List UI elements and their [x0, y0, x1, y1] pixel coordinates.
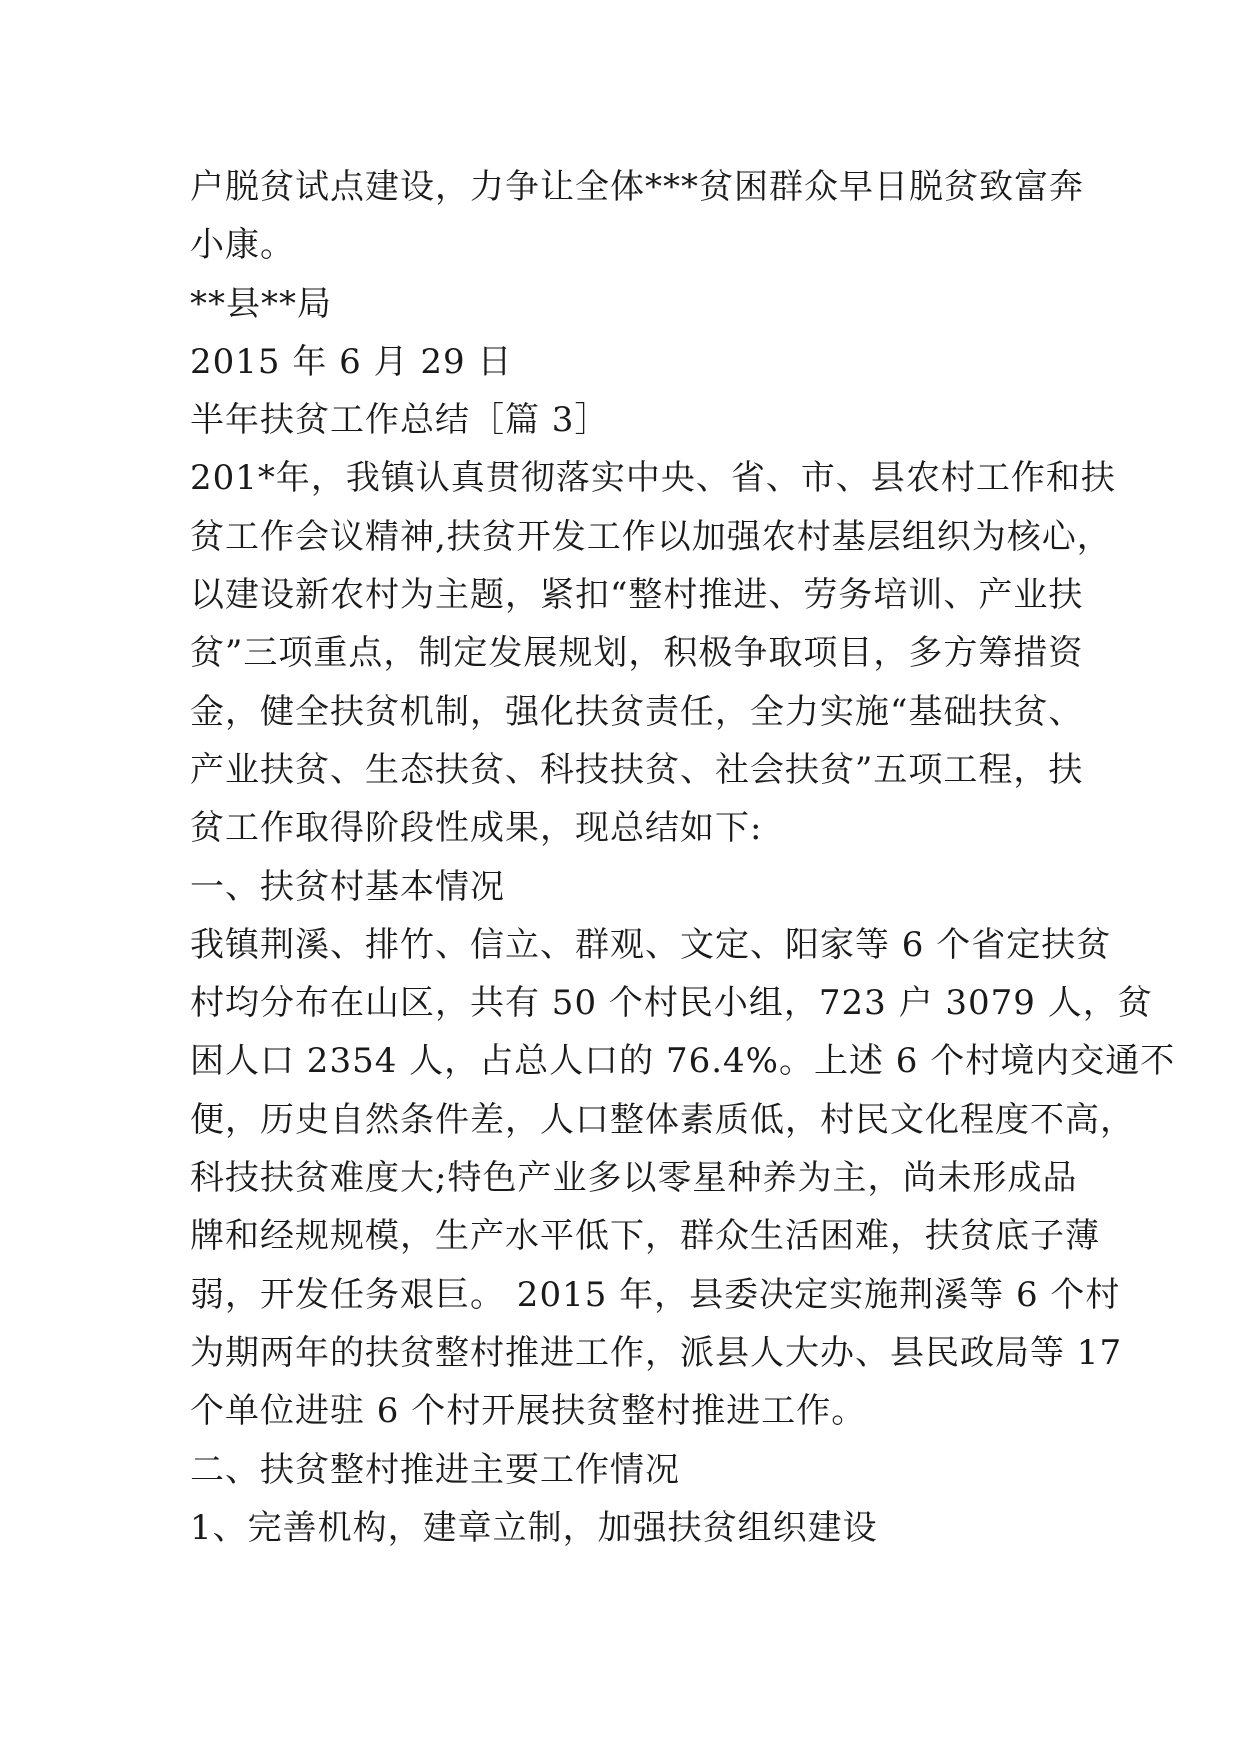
text-line: 贫工作会议精神,扶贫开发工作以加强农村基层组织为核心， [190, 516, 1112, 557]
text-line: 小康。 [190, 225, 295, 266]
text-line: 个单位进驻 6 个村开展扶贫整村推进工作。 [190, 1391, 867, 1432]
text-line: 金，健全扶贫机制，强化扶贫责任，全力实施“基础扶贫、 [190, 691, 1084, 732]
subheading-organization: 1、完善机构，建章立制，加强扶贫组织建设 [190, 1507, 878, 1548]
heading-main-work: 二、扶贫整村推进主要工作情况 [190, 1449, 680, 1490]
text-line: 困人口 2354 人，占总人口的 76.4%。上述 6 个村境内交通不 [190, 1041, 1176, 1082]
text-line: 以建设新农村为主题，紧扣“整村推进、劳务培训、产业扶 [190, 575, 1084, 616]
text-line: 户脱贫试点建设，力争让全体***贫困群众早日脱贫致富奔 [190, 167, 1084, 207]
text-line: 贫”三项重点，制定发展规划，积极争取项目，多方筹措资 [190, 633, 1084, 674]
section-title: 半年扶贫工作总结［篇 3］ [190, 400, 610, 441]
text-line: 便，历史自然条件差，人口整体素质低，村民文化程度不高， [190, 1099, 1135, 1140]
text-line: 村均分布在山区，共有 50 个村民小组，723 户 3079 人，贫 [190, 983, 1153, 1024]
document-body [190, 158, 1176, 1557]
text-line: 201*年，我镇认真贯彻落实中央、省、市、县农村工作和扶 [190, 458, 1116, 499]
text-line: 贫工作取得阶段性成果，现总结如下: [190, 808, 763, 849]
signature-date: 2015 年 6 月 29 日 [190, 341, 513, 382]
heading-basic-situation: 一、扶贫村基本情况 [190, 866, 505, 907]
text-line: 科技扶贫难度大;特色产业多以零星种养为主，尚未形成品 [190, 1158, 1078, 1199]
text-line: 为期两年的扶贫整村推进工作，派县人大办、县民政局等 17 [190, 1332, 1123, 1373]
text-line: 牌和经规规模，生产水平低下，群众生活困难，扶贫底子薄 [190, 1216, 1100, 1257]
text-line: 弱，开发任务艰巨。 2015 年，县委决定实施荆溪等 6 个村 [190, 1274, 1121, 1315]
signature-organization: **县**局 [190, 283, 332, 324]
text-line: 我镇荆溪、排竹、信立、群观、文定、阳家等 6 个省定扶贫 [190, 924, 1112, 965]
text-line: 产业扶贫、生态扶贫、科技扶贫、社会扶贫”五项工程，扶 [190, 749, 1084, 790]
